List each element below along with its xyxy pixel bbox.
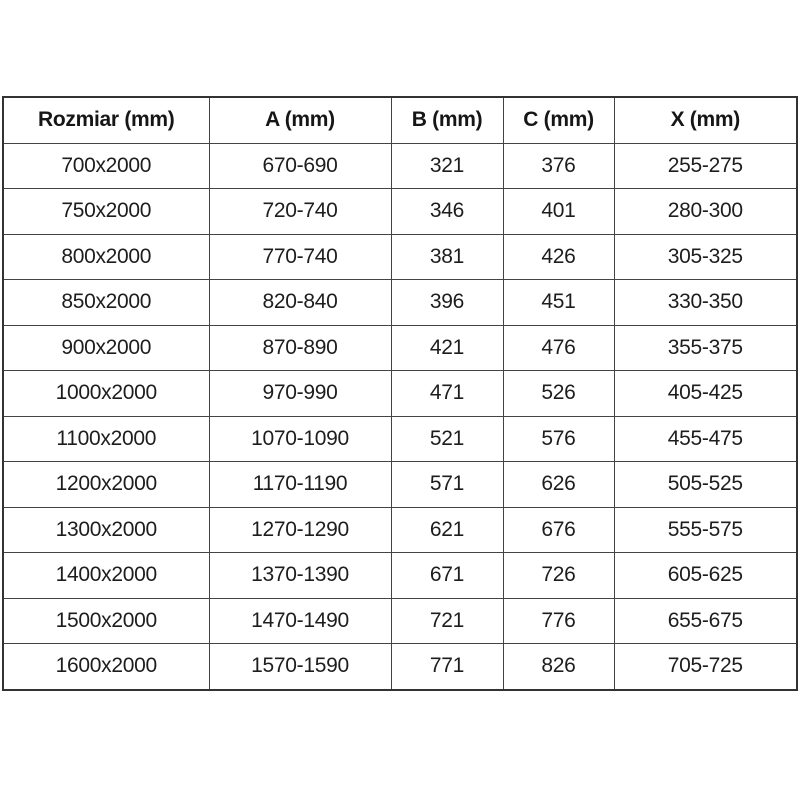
table-row <box>3 644 797 690</box>
table-row <box>3 234 797 280</box>
table-cell: 576 <box>503 416 614 462</box>
table-cell: 1270-1290 <box>209 507 391 553</box>
table-cell: 346 <box>391 189 503 235</box>
table-cell: 970-990 <box>209 371 391 417</box>
table-cell: 1170-1190 <box>209 462 391 508</box>
table-cell: 720-740 <box>209 189 391 235</box>
table-cell: 421 <box>391 325 503 371</box>
table-cell: 1370-1390 <box>209 553 391 599</box>
column-header-a: A (mm) <box>209 97 391 143</box>
table-cell: 571 <box>391 462 503 508</box>
table-cell: 376 <box>503 143 614 189</box>
table-cell: 521 <box>391 416 503 462</box>
table-cell: 605-625 <box>614 553 797 599</box>
table-row <box>3 553 797 599</box>
table-row <box>3 143 797 189</box>
table-cell: 426 <box>503 234 614 280</box>
table-cell: 676 <box>503 507 614 553</box>
table-cell: 476 <box>503 325 614 371</box>
table-row <box>3 598 797 644</box>
table-cell: 900x2000 <box>3 325 209 371</box>
table-row <box>3 325 797 371</box>
table-cell: 705-725 <box>614 644 797 690</box>
table-cell: 455-475 <box>614 416 797 462</box>
table-cell: 396 <box>391 280 503 326</box>
table-cell: 721 <box>391 598 503 644</box>
table-cell: 655-675 <box>614 598 797 644</box>
table-cell: 800x2000 <box>3 234 209 280</box>
table-cell: 670-690 <box>209 143 391 189</box>
table-row <box>3 462 797 508</box>
table-row <box>3 416 797 462</box>
table-cell: 330-350 <box>614 280 797 326</box>
table-cell: 471 <box>391 371 503 417</box>
table-cell: 1070-1090 <box>209 416 391 462</box>
table-cell: 555-575 <box>614 507 797 553</box>
table-cell: 526 <box>503 371 614 417</box>
table-cell: 671 <box>391 553 503 599</box>
table-cell: 850x2000 <box>3 280 209 326</box>
table-cell: 1570-1590 <box>209 644 391 690</box>
table-row <box>3 371 797 417</box>
table-cell: 305-325 <box>614 234 797 280</box>
table-cell: 750x2000 <box>3 189 209 235</box>
table-cell: 700x2000 <box>3 143 209 189</box>
column-header-x: X (mm) <box>614 97 797 143</box>
table-body <box>3 143 797 690</box>
table-cell: 726 <box>503 553 614 599</box>
table-cell: 870-890 <box>209 325 391 371</box>
table-row <box>3 280 797 326</box>
table-cell: 1100x2000 <box>3 416 209 462</box>
table-cell: 355-375 <box>614 325 797 371</box>
table-cell: 401 <box>503 189 614 235</box>
table-cell: 381 <box>391 234 503 280</box>
table-row <box>3 189 797 235</box>
table-cell: 1000x2000 <box>3 371 209 417</box>
header-row <box>3 97 797 143</box>
table-cell: 451 <box>503 280 614 326</box>
table-cell: 621 <box>391 507 503 553</box>
table-cell: 1470-1490 <box>209 598 391 644</box>
table-cell: 1300x2000 <box>3 507 209 553</box>
column-header-c: C (mm) <box>503 97 614 143</box>
table-cell: 1600x2000 <box>3 644 209 690</box>
table-cell: 1500x2000 <box>3 598 209 644</box>
table-cell: 280-300 <box>614 189 797 235</box>
table-cell: 1400x2000 <box>3 553 209 599</box>
column-header-rozmiar: Rozmiar (mm) <box>3 97 209 143</box>
table-cell: 1200x2000 <box>3 462 209 508</box>
table-cell: 505-525 <box>614 462 797 508</box>
table-row <box>3 507 797 553</box>
table-cell: 771 <box>391 644 503 690</box>
table-cell: 820-840 <box>209 280 391 326</box>
table-cell: 405-425 <box>614 371 797 417</box>
table-cell: 321 <box>391 143 503 189</box>
table-cell: 626 <box>503 462 614 508</box>
column-header-b: B (mm) <box>391 97 503 143</box>
table-cell: 826 <box>503 644 614 690</box>
size-table <box>2 96 798 691</box>
table-cell: 770-740 <box>209 234 391 280</box>
table-cell: 255-275 <box>614 143 797 189</box>
table-cell: 776 <box>503 598 614 644</box>
